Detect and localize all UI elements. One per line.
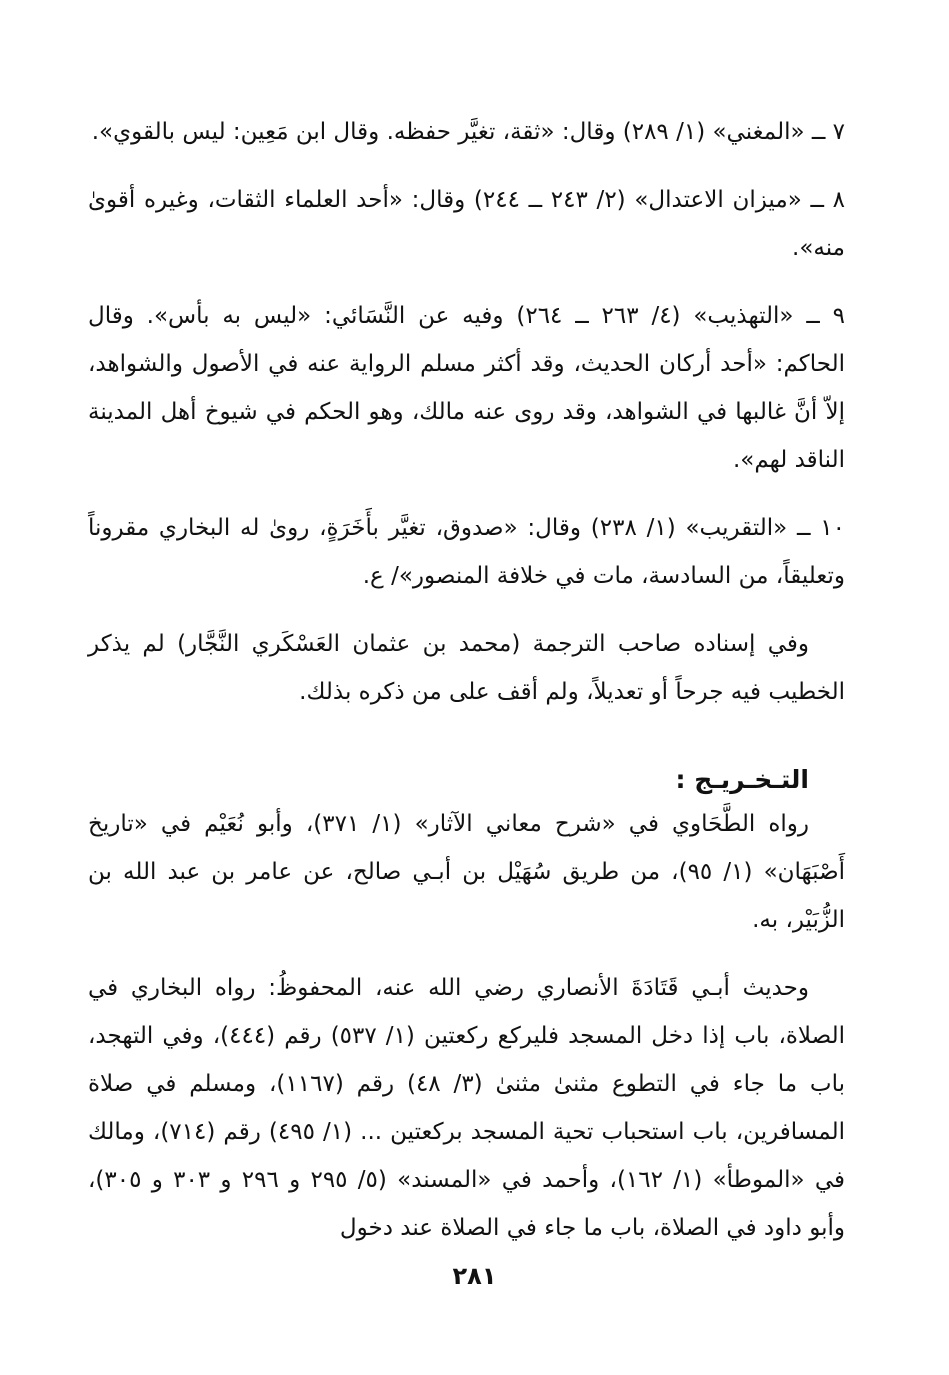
footnote-9: ٩ ــ «التهذيب» (٤/ ٢٦٣ ــ ٢٦٤) وفيه عن النَّسَائي: «ليس به بأس». وقال الحاكم: «أحد أركان الحديث، وقد أكثر مسلم الرواية عنه في الأصول والشواهد، إلاّ أنَّ غالبها في الشواهد، وقد روى عنه مالك، وهو الحكم في شيوخ أهل المدينة الناقد لهم». bbox=[88, 303, 845, 473]
footnote-7: ٧ ــ «المغني» (١/ ٢٨٩) وقال: «ثقة، تغيَّر حفظه. وقال ابن مَعِين: ليس بالقوي». bbox=[91, 119, 845, 145]
footnote-10: ١٠ ــ «التقريب» (١/ ٢٣٨) وقال: «صدوق، تغيَّر بأَخَرَةٍ، روىٰ له البخاري مقروناً وتعليقاً، من السادسة، مات في خلافة المنصور»/ ع. bbox=[88, 515, 845, 589]
page-body bbox=[88, 108, 845, 1375]
takhrij-paragraph-1: رواه الطَّحَاوي في «شرح معاني الآثار» (١/ ٣٧١)، وأبو نُعَيْم في «تاريخ أَصْبَهَان» (١/ ٩٥)، من طريق سُهَيْل بن أبـي صالح، عن عامر بن عبد الله بن الزُّبَيْر، به. bbox=[88, 811, 846, 933]
section-heading: التـخـريـج : bbox=[675, 765, 809, 794]
note-paragraph: وفي إسناده صاحب الترجمة (محمد بن عثمان العَسْكَري النَّجَّار) لم يذكر الخطيب فيه جرحاً أو تعديلاً، ولم أقف على من ذكره بذلك. bbox=[88, 631, 845, 705]
takhrij-paragraph-2: وحديث أبـي قَتَادَةَ الأنصاري رضي الله عنه، المحفوظُ: رواه البخاري في الصلاة، باب إذا دخل المسجد فليركع ركعتين (١/ ٥٣٧) رقم (٤٤٤)، وفي التهجد، باب ما جاء في التطوع مثنىٰ مثنىٰ (٣/ ٤٨) رقم (١١٦٧)، ومسلم في صلاة المسافرين، باب استحباب تحية المسجد بركعتين ... (١/ ٤٩٥) رقم (٧١٤)، ومالك في «الموطأ» (١/ ١٦٢)، وأحمد في «المسند» (٥/ ٢٩٥ و ٢٩٦ و ٣٠٣ و ٣٠٥)، وأبو داود في الصلاة، باب ما جاء في الصلاة عند دخول bbox=[88, 975, 846, 1241]
footnote-8: ٨ ــ «ميزان الاعتدال» (٢/ ٢٤٣ ــ ٢٤٤) وقال: «أحد العلماء الثقات، وغيره أقوىٰ منه». bbox=[88, 187, 845, 261]
page-number: ٢٨١ bbox=[452, 1262, 497, 1290]
